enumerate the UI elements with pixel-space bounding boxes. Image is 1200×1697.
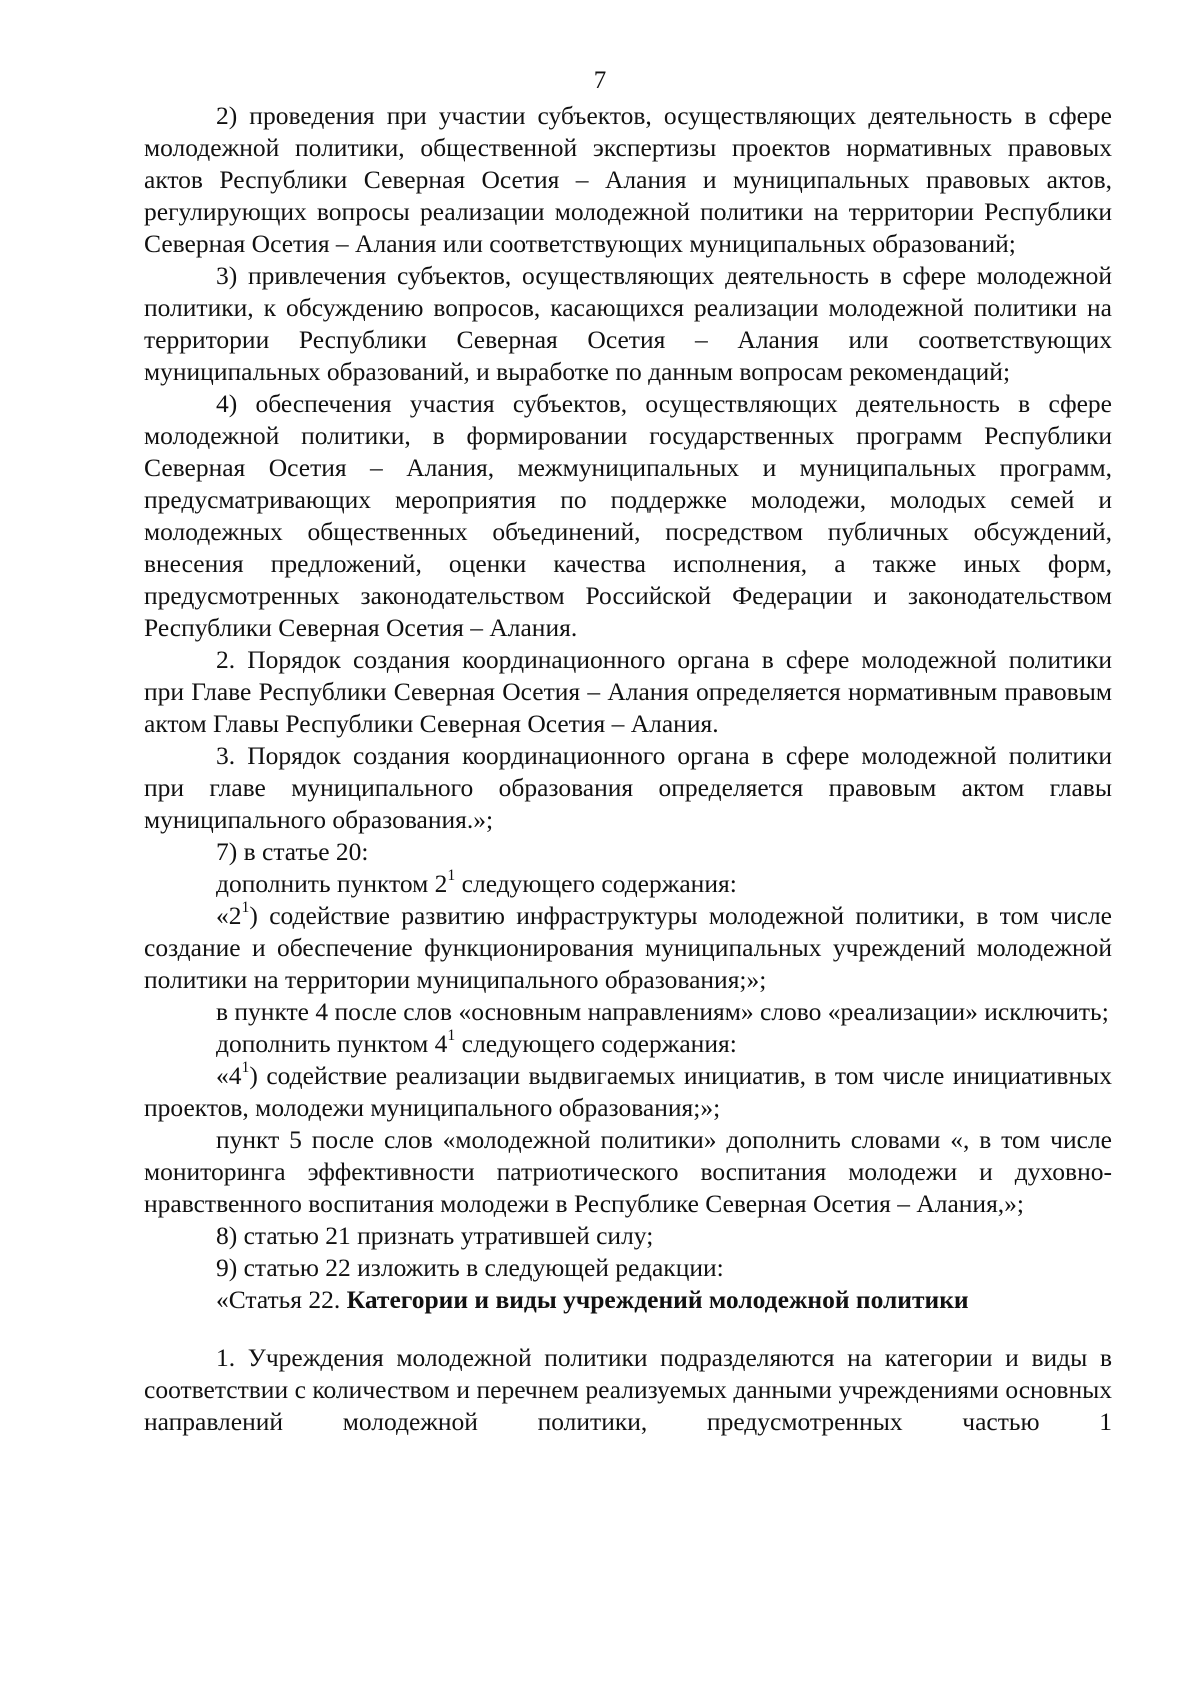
superscript: 1 <box>447 1027 456 1045</box>
text-run: ) содействие реализации выдвигаемых инициатив, в том числе инициативных проектов, молодежи муниципального образования;»; <box>144 1061 1112 1122</box>
paragraph: 2) проведения при участии субъектов, осуществляющих деятельность в сфере молодежной политики, общественной экспертизы проектов нормативных правовых актов Республики Северная Осетия – Алания и муниципальных правовых актов, регулирующих вопросы реализации молодежной политики на территории Республики Северная Осетия – Алания или соответствующих муниципальных образований; <box>144 101 1112 258</box>
text-run: следующего содержания: <box>455 1029 737 1058</box>
text-run: следующего содержания: <box>455 869 737 898</box>
text-run: «2 <box>216 901 242 930</box>
paragraph: 4) обеспечения участия субъектов, осуществляющих деятельность в сфере молодежной политики, в формировании государственных программ Республики Северная Осетия – Алания, межмуниципальных и муниципальных программ, предусматривающих мероприятия по поддержке молодежи, молодых семей и молодежных общественных объединений, посредством публичных обсуждений, внесения предложений, оценки качества исполнения, а также иных форм, предусмотренных законодательством Российской Федерации и законодательством Республики Северная Осетия – Алания. <box>144 389 1112 642</box>
text-run: дополнить пунктом 2 <box>216 869 448 898</box>
paragraph: 2. Порядок создания координационного органа в сфере молодежной политики при Главе Республики Северная Осетия – Алания определяется нормативным правовым актом Главы Республики Северная Осетия – Алания. <box>144 645 1112 738</box>
paragraph: пункт 5 после слов «молодежной политики» дополнить словами «, в том числе мониторинга эффективности патриотического воспитания молодежи и духовно-нравственного воспитания молодежи в Республике Северная Осетия – Алания,»; <box>144 1125 1112 1218</box>
text-run: дополнить пунктом 4 <box>216 1029 448 1058</box>
paragraph: 8) статью 21 признать утратившей силу; <box>216 1221 654 1250</box>
text-run: «4 <box>216 1061 242 1090</box>
paragraph: 7) в статье 20: <box>216 837 369 866</box>
document-body <box>144 100 1112 1438</box>
paragraph <box>144 900 1112 996</box>
article-heading <box>144 1284 1112 1316</box>
paragraph: 9) статью 22 изложить в следующей редакции: <box>216 1253 724 1282</box>
text-run: ) содействие развитию инфраструктуры молодежной политики, в том числе создание и обеспечение функционирования муниципальных учреждений молодежной политики на территории муниципального образования;»; <box>144 901 1112 994</box>
superscript: 1 <box>241 899 250 917</box>
paragraph <box>144 868 1112 900</box>
superscript: 1 <box>447 867 456 885</box>
article-title: Категории и виды учреждений молодежной политики <box>346 1285 969 1314</box>
paragraph: 3) привлечения субъектов, осуществляющих деятельность в сфере молодежной политики, к обсуждению вопросов, касающихся реализации молодежной политики на территории Республики Северная Осетия – Алания или соответствующих муниципальных образований, и выработке по данным вопросам рекомендаций; <box>144 261 1112 386</box>
superscript: 1 <box>241 1059 250 1077</box>
page-number: 7 <box>593 67 607 94</box>
paragraph <box>144 1028 1112 1060</box>
paragraph: 3. Порядок создания координационного органа в сфере молодежной политики при главе муниципального образования определяется правовым актом главы муниципального образования.»; <box>144 741 1112 834</box>
paragraph: 1. Учреждения молодежной политики подразделяются на категории и виды в соответствии с количеством и перечнем реализуемых данными учреждениями основных направлений молодежной политики, предусмотренных частью 1 <box>144 1343 1112 1436</box>
article-number: «Статья 22. <box>216 1285 347 1314</box>
paragraph: в пункте 4 после слов «основным направлениям» слово «реализации» исключить; <box>216 997 1109 1026</box>
paragraph <box>144 1060 1112 1124</box>
